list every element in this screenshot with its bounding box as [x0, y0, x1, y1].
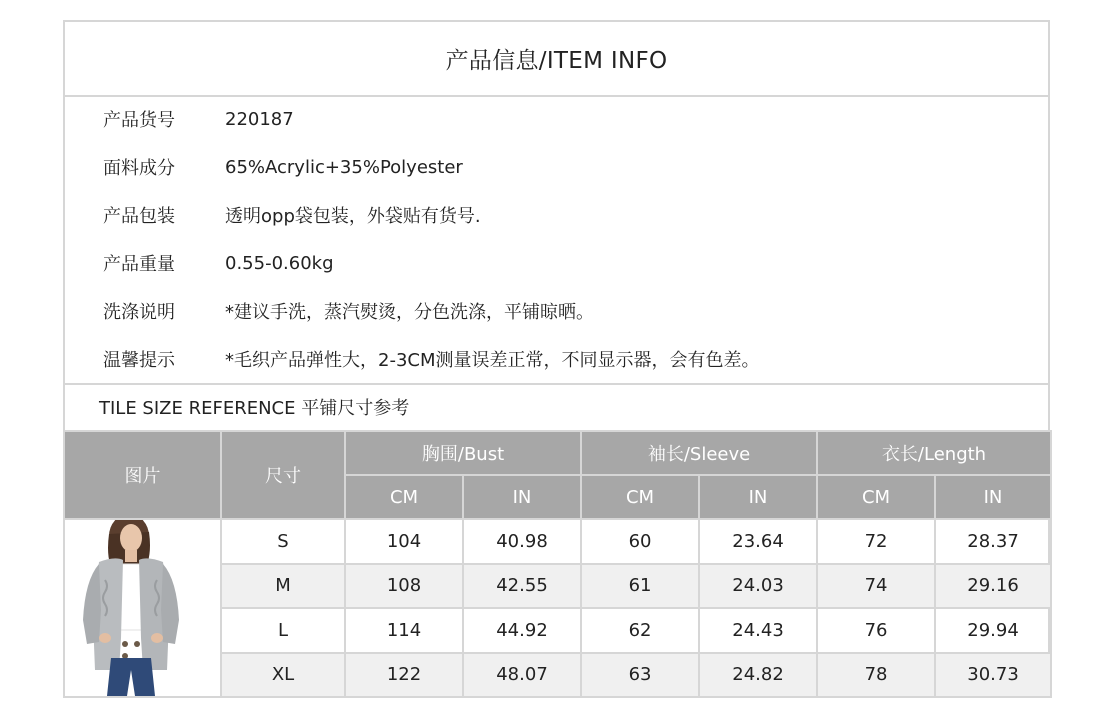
sheet-title-text: 产品信息/ITEM INFO [445, 48, 668, 74]
info-label: 产品重量 [103, 254, 175, 275]
item-info-sheet [63, 20, 1050, 692]
length-in-cell: 29.16 [935, 564, 1051, 609]
size-cell: XL [221, 653, 345, 698]
bust-in-cell: 48.07 [463, 653, 581, 698]
item-info-section [65, 95, 1048, 385]
info-label: 产品货号 [103, 110, 175, 131]
info-label: 温馨提示 [103, 350, 175, 371]
info-label: 产品包装 [103, 206, 175, 227]
info-value: 220187 [225, 108, 294, 130]
info-row-packaging [65, 191, 1048, 239]
header-bust-in: IN [463, 475, 581, 519]
info-value: 0.55-0.60kg [225, 252, 334, 274]
table-row [64, 519, 1051, 564]
sleeve-cm-cell: 60 [581, 519, 699, 564]
length-cm-cell: 78 [817, 653, 935, 698]
header-length-in: IN [935, 475, 1051, 519]
length-cm-cell: 74 [817, 564, 935, 609]
size-cell: L [221, 608, 345, 653]
info-row-washing [65, 287, 1048, 335]
bust-cm-cell: 104 [345, 519, 463, 564]
length-in-cell: 29.94 [935, 608, 1051, 653]
size-cell: S [221, 519, 345, 564]
info-value: 65%Acrylic+35%Polyester [225, 156, 463, 178]
info-row-item-number [65, 95, 1048, 143]
sleeve-cm-cell: 63 [581, 653, 699, 698]
info-row-weight [65, 239, 1048, 287]
sleeve-in-cell: 23.64 [699, 519, 817, 564]
header-image: 图片 [64, 431, 221, 519]
bust-cm-cell: 108 [345, 564, 463, 609]
bust-cm-cell: 114 [345, 608, 463, 653]
length-in-cell: 28.37 [935, 519, 1051, 564]
product-photo-cell [64, 519, 221, 697]
bust-cm-cell: 122 [345, 653, 463, 698]
length-cm-cell: 76 [817, 608, 935, 653]
size-chart-table [63, 430, 1052, 698]
length-cm-cell: 72 [817, 519, 935, 564]
sleeve-cm-cell: 61 [581, 564, 699, 609]
info-value: *建议手洗，蒸汽熨烫，分色洗涤，平铺晾晒。 [225, 302, 594, 323]
info-label: 面料成分 [103, 158, 175, 179]
info-row-fabric [65, 143, 1048, 191]
bust-in-cell: 42.55 [463, 564, 581, 609]
info-value: *毛织产品弹性大，2-3CM测量误差正常，不同显示器，会有色差。 [225, 350, 760, 371]
size-cell: M [221, 564, 345, 609]
sleeve-in-cell: 24.03 [699, 564, 817, 609]
model-wearing-grey-cardigan-photo-icon [65, 520, 220, 696]
tile-size-heading [65, 383, 1048, 430]
info-label: 洗涤说明 [103, 302, 175, 323]
header-bust: 胸围/Bust [345, 431, 581, 475]
length-in-cell: 30.73 [935, 653, 1051, 698]
sleeve-in-cell: 24.82 [699, 653, 817, 698]
header-size: 尺寸 [221, 431, 345, 519]
tile-size-heading-text: TILE SIZE REFERENCE 平铺尺寸参考 [99, 397, 410, 419]
header-sleeve-cm: CM [581, 475, 699, 519]
bust-in-cell: 40.98 [463, 519, 581, 564]
info-row-tips [65, 335, 1048, 383]
header-bust-cm: CM [345, 475, 463, 519]
header-sleeve: 袖长/Sleeve [581, 431, 817, 475]
sleeve-in-cell: 24.43 [699, 608, 817, 653]
bust-in-cell: 44.92 [463, 608, 581, 653]
sleeve-cm-cell: 62 [581, 608, 699, 653]
sheet-title [65, 22, 1048, 97]
header-length-cm: CM [817, 475, 935, 519]
info-value: 透明opp袋包装，外袋贴有货号. [225, 206, 481, 227]
header-sleeve-in: IN [699, 475, 817, 519]
header-length: 衣长/Length [817, 431, 1051, 475]
